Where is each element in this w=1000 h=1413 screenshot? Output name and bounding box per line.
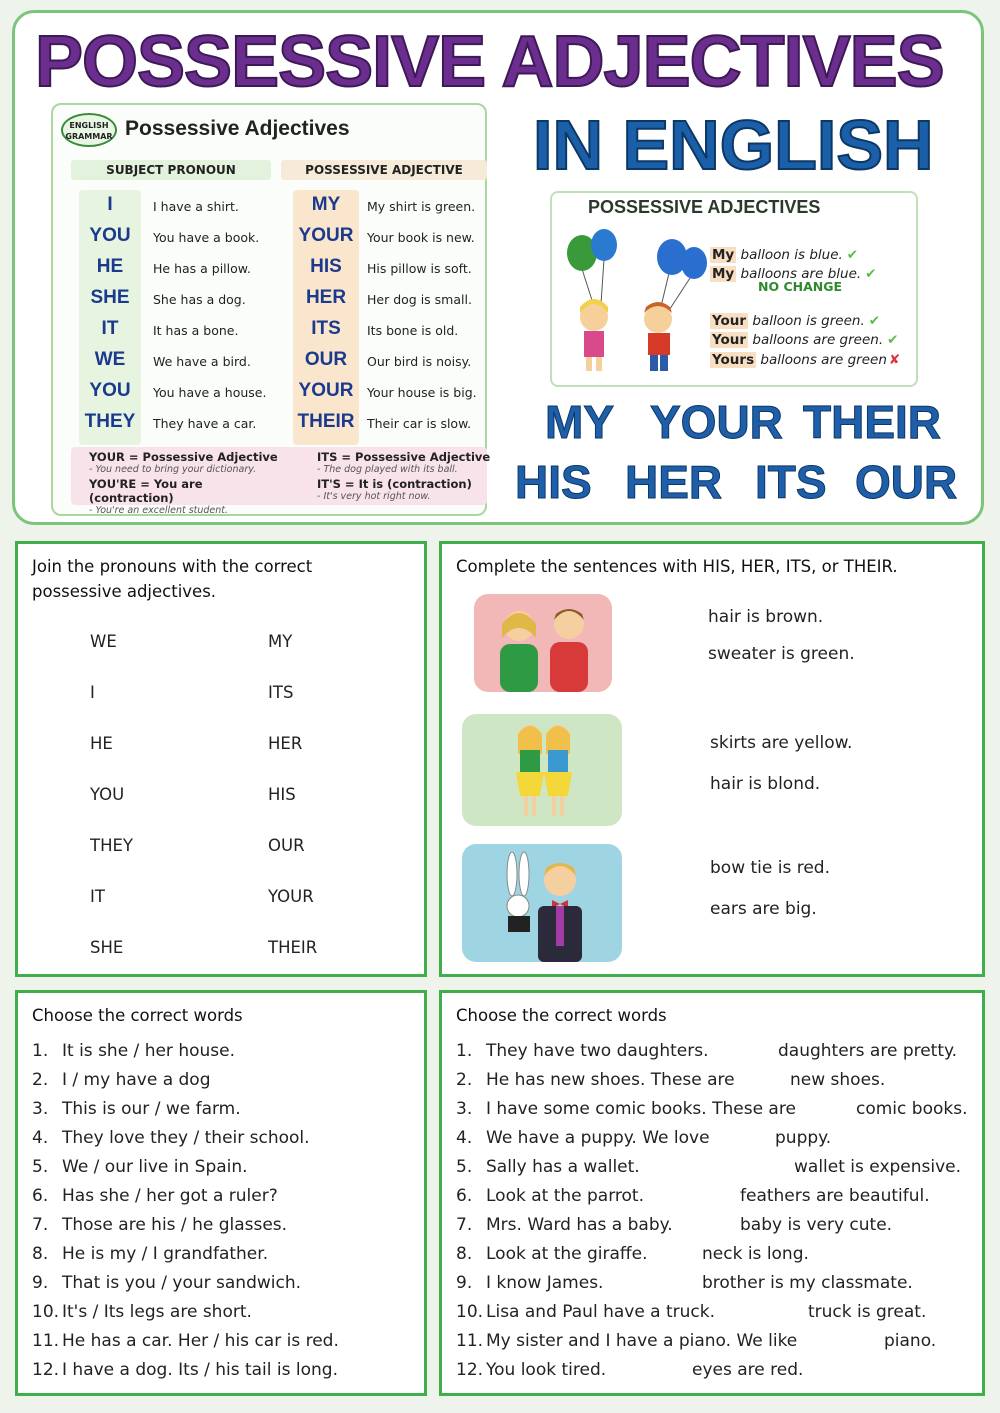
- sentence: bow tie is red.: [710, 858, 831, 878]
- note-youre: YOU'RE = You are (contraction): [89, 477, 203, 505]
- pronoun: YOU: [89, 380, 131, 401]
- example: You have a house.: [153, 385, 267, 400]
- list-item[interactable]: 7. Those are his / he glasses.: [32, 1215, 288, 1235]
- adjective-item[interactable]: ITS: [268, 683, 294, 702]
- example: It has a bone.: [153, 323, 239, 338]
- pronoun-item[interactable]: HE: [90, 734, 113, 753]
- exercise-heading: Choose the correct words: [456, 1006, 667, 1025]
- adjective: HIS: [310, 256, 342, 277]
- chart-row: [53, 190, 489, 221]
- example: We have a bird.: [153, 354, 251, 369]
- chart-row: [53, 252, 489, 283]
- big-word: THEIR: [803, 396, 941, 448]
- english-grammar-badge: ENGLISH GRAMMAR: [61, 113, 117, 147]
- chart-row: [53, 407, 489, 438]
- poster-title: POSSESSIVE ADJECTIVES: [35, 22, 944, 102]
- adjective: HER: [305, 287, 347, 308]
- list-item: 2. He has new shoes. These are: [456, 1070, 735, 1090]
- example: Their car is slow.: [367, 416, 472, 431]
- sentence: hair is brown.: [708, 607, 824, 627]
- list-item: 8. Look at the giraffe.: [456, 1244, 648, 1264]
- note-example: - You need to bring your dictionary.: [89, 464, 257, 475]
- exercise-heading: Complete the sentences with HIS, HER, ITS, or THEIR.: [456, 557, 898, 576]
- list-item[interactable]: 4. They love they / their school.: [32, 1128, 310, 1148]
- pronoun-item[interactable]: YOU: [90, 785, 125, 804]
- exercise-join-pronouns: [15, 541, 427, 977]
- pronoun: HE: [96, 256, 124, 277]
- note-its-contraction: IT'S = It is (contraction): [317, 477, 472, 491]
- pronoun: I: [107, 194, 113, 215]
- list-item-ending: wallet is expensive.: [794, 1157, 962, 1177]
- adjective-item[interactable]: OUR: [268, 836, 305, 855]
- big-word: ITS: [755, 456, 827, 508]
- list-item-ending: brother is my classmate.: [702, 1273, 913, 1293]
- note-its: ITS = Possessive Adjective: [317, 450, 491, 464]
- example: Its bone is old.: [367, 323, 459, 338]
- check-icon: ✔: [865, 266, 877, 282]
- pronoun-item[interactable]: WE: [90, 632, 117, 651]
- list-item[interactable]: 6. Has she / her got a ruler?: [32, 1186, 278, 1206]
- big-word: HIS: [515, 456, 592, 508]
- cross-icon: ✘: [888, 352, 901, 368]
- example: He has a pillow.: [153, 261, 251, 276]
- adjective: MY: [311, 194, 341, 215]
- example: I have a shirt.: [153, 199, 239, 214]
- list-item: 6. Look at the parrot.: [456, 1186, 644, 1206]
- example: Our bird is noisy.: [367, 354, 472, 369]
- no-change-label: NO CHANGE: [758, 279, 843, 294]
- list-item-ending: baby is very cute.: [740, 1215, 893, 1235]
- note-example: - You're an excellent student.: [89, 505, 229, 516]
- balloon-line: My balloon is blue. ✔: [712, 247, 859, 263]
- list-item-ending: comic books.: [856, 1099, 968, 1119]
- list-item: 9. I know James.: [456, 1273, 604, 1293]
- adjective-item[interactable]: YOUR: [268, 887, 314, 906]
- chart-row: [53, 376, 489, 407]
- example: His pillow is soft.: [367, 261, 472, 276]
- list-item[interactable]: 12. I have a dog. Its / his tail is long.: [32, 1360, 338, 1380]
- list-item: 10. Lisa and Paul have a truck.: [456, 1302, 716, 1322]
- list-item[interactable]: 1. It is she / her house.: [32, 1041, 235, 1061]
- chart-row: [53, 345, 489, 376]
- list-item: 12. You look tired.: [456, 1360, 607, 1380]
- example: You have a book.: [153, 230, 260, 245]
- note-your: YOUR = Possessive Adjective: [89, 450, 278, 464]
- exercise-choose-words-left: [15, 990, 427, 1396]
- list-item-ending: piano.: [884, 1331, 937, 1351]
- adjective-item[interactable]: HER: [268, 734, 303, 753]
- adjective-item[interactable]: HIS: [268, 785, 296, 804]
- chart-row: [53, 283, 489, 314]
- balloon-line: Yours balloons are green ✘: [712, 352, 901, 368]
- exercise-heading: Choose the correct words: [32, 1006, 243, 1025]
- adjective: YOUR: [298, 380, 354, 401]
- adjective: ITS: [311, 318, 341, 339]
- chart-row: [53, 314, 489, 345]
- list-item[interactable]: 9. That is you / your sandwich.: [32, 1273, 302, 1293]
- note-example: - It's very hot right now.: [317, 491, 431, 502]
- balloon-illustration: [550, 191, 918, 387]
- big-word: MY: [545, 396, 614, 448]
- list-item-ending: feathers are beautiful.: [740, 1186, 930, 1206]
- pronoun: SHE: [90, 287, 130, 308]
- pronoun-item[interactable]: THEY: [90, 836, 133, 855]
- big-word: YOUR: [650, 396, 783, 448]
- list-item[interactable]: 11. He has a car. Her / his car is red.: [32, 1331, 339, 1351]
- list-item[interactable]: 8. He is my / I grandfather.: [32, 1244, 269, 1264]
- poster: [12, 10, 984, 525]
- sentence: skirts are yellow.: [710, 733, 853, 753]
- balloon-line: Your balloon is green. ✔: [712, 313, 881, 329]
- list-item-ending: truck is great.: [808, 1302, 927, 1322]
- list-item: 3. I have some comic books. These are: [456, 1099, 796, 1119]
- adjective: YOUR: [298, 225, 354, 246]
- big-word: OUR: [855, 456, 958, 508]
- sentence: ears are big.: [710, 899, 817, 919]
- list-item: 7. Mrs. Ward has a baby.: [456, 1215, 673, 1235]
- balloon-line: Your balloons are green. ✔: [712, 332, 899, 348]
- pronoun-item[interactable]: I: [90, 683, 95, 702]
- pronoun-item[interactable]: IT: [90, 887, 105, 906]
- list-item-ending: puppy.: [775, 1128, 832, 1148]
- adjective: THEIR: [297, 411, 355, 432]
- twin-girls-image: [462, 714, 622, 826]
- example: She has a dog.: [153, 292, 246, 307]
- magician-rabbit-image: [462, 844, 622, 962]
- check-icon: ✔: [846, 247, 859, 263]
- adjective: OUR: [304, 349, 348, 370]
- grammar-chart: [51, 103, 491, 516]
- illustration-title: POSSESSIVE ADJECTIVES: [588, 197, 821, 217]
- pronoun: IT: [101, 318, 119, 339]
- exercise-heading: Join the pronouns with the correct possessive adjectives.: [32, 557, 313, 601]
- check-icon: ✔: [868, 313, 881, 329]
- poster-subtitle: IN ENGLISH: [533, 106, 934, 184]
- list-item-ending: eyes are red.: [692, 1360, 804, 1380]
- sentence: sweater is green.: [708, 644, 855, 664]
- grammar-note: [71, 447, 491, 516]
- example: Her dog is small.: [367, 292, 472, 307]
- balloon-line: My balloons are blue. ✔: [712, 266, 877, 282]
- example: Your book is new.: [367, 230, 475, 245]
- exercise-choose-words-right: [439, 990, 985, 1396]
- pronoun-item[interactable]: SHE: [90, 938, 124, 957]
- pronoun: YOU: [89, 225, 131, 246]
- possessive-adjective-header: POSSESSIVE ADJECTIVE: [281, 160, 487, 180]
- list-item-ending: neck is long.: [702, 1244, 809, 1264]
- list-item: 4. We have a puppy. We love: [456, 1128, 710, 1148]
- list-item[interactable]: 5. We / our live in Spain.: [32, 1157, 248, 1177]
- list-item[interactable]: 2. I / my have a dog: [32, 1070, 211, 1090]
- example: They have a car.: [153, 416, 257, 431]
- exercise-complete-sentences: [439, 541, 985, 977]
- list-item: 11. My sister and I have a piano. We like: [456, 1331, 798, 1351]
- chart-row: [53, 221, 489, 252]
- list-item: 5. Sally has a wallet.: [456, 1157, 640, 1177]
- subject-pronoun-header: SUBJECT PRONOUN: [71, 160, 271, 180]
- list-item[interactable]: 3. This is our / we farm.: [32, 1099, 241, 1119]
- example: My shirt is green.: [367, 199, 476, 214]
- list-item[interactable]: 10. It's / Its legs are short.: [32, 1302, 252, 1322]
- list-item-ending: daughters are pretty.: [778, 1041, 958, 1061]
- sentence: hair is blond.: [710, 774, 821, 794]
- list-item: 1. They have two daughters.: [456, 1041, 709, 1061]
- pronoun: WE: [94, 349, 126, 370]
- chart-title: Possessive Adjectives: [125, 117, 350, 140]
- big-word: HER: [625, 456, 723, 508]
- adjective-item[interactable]: THEIR: [268, 938, 318, 957]
- list-item-ending: new shoes.: [790, 1070, 886, 1090]
- check-icon: ✔: [887, 332, 899, 348]
- note-example: - The dog played with its ball.: [317, 464, 458, 475]
- kids-with-balloons-image: [558, 229, 708, 379]
- pronoun: THEY: [84, 411, 136, 432]
- example: Your house is big.: [367, 385, 477, 400]
- man-woman-image: [474, 594, 612, 692]
- adjective-item[interactable]: MY: [268, 632, 293, 651]
